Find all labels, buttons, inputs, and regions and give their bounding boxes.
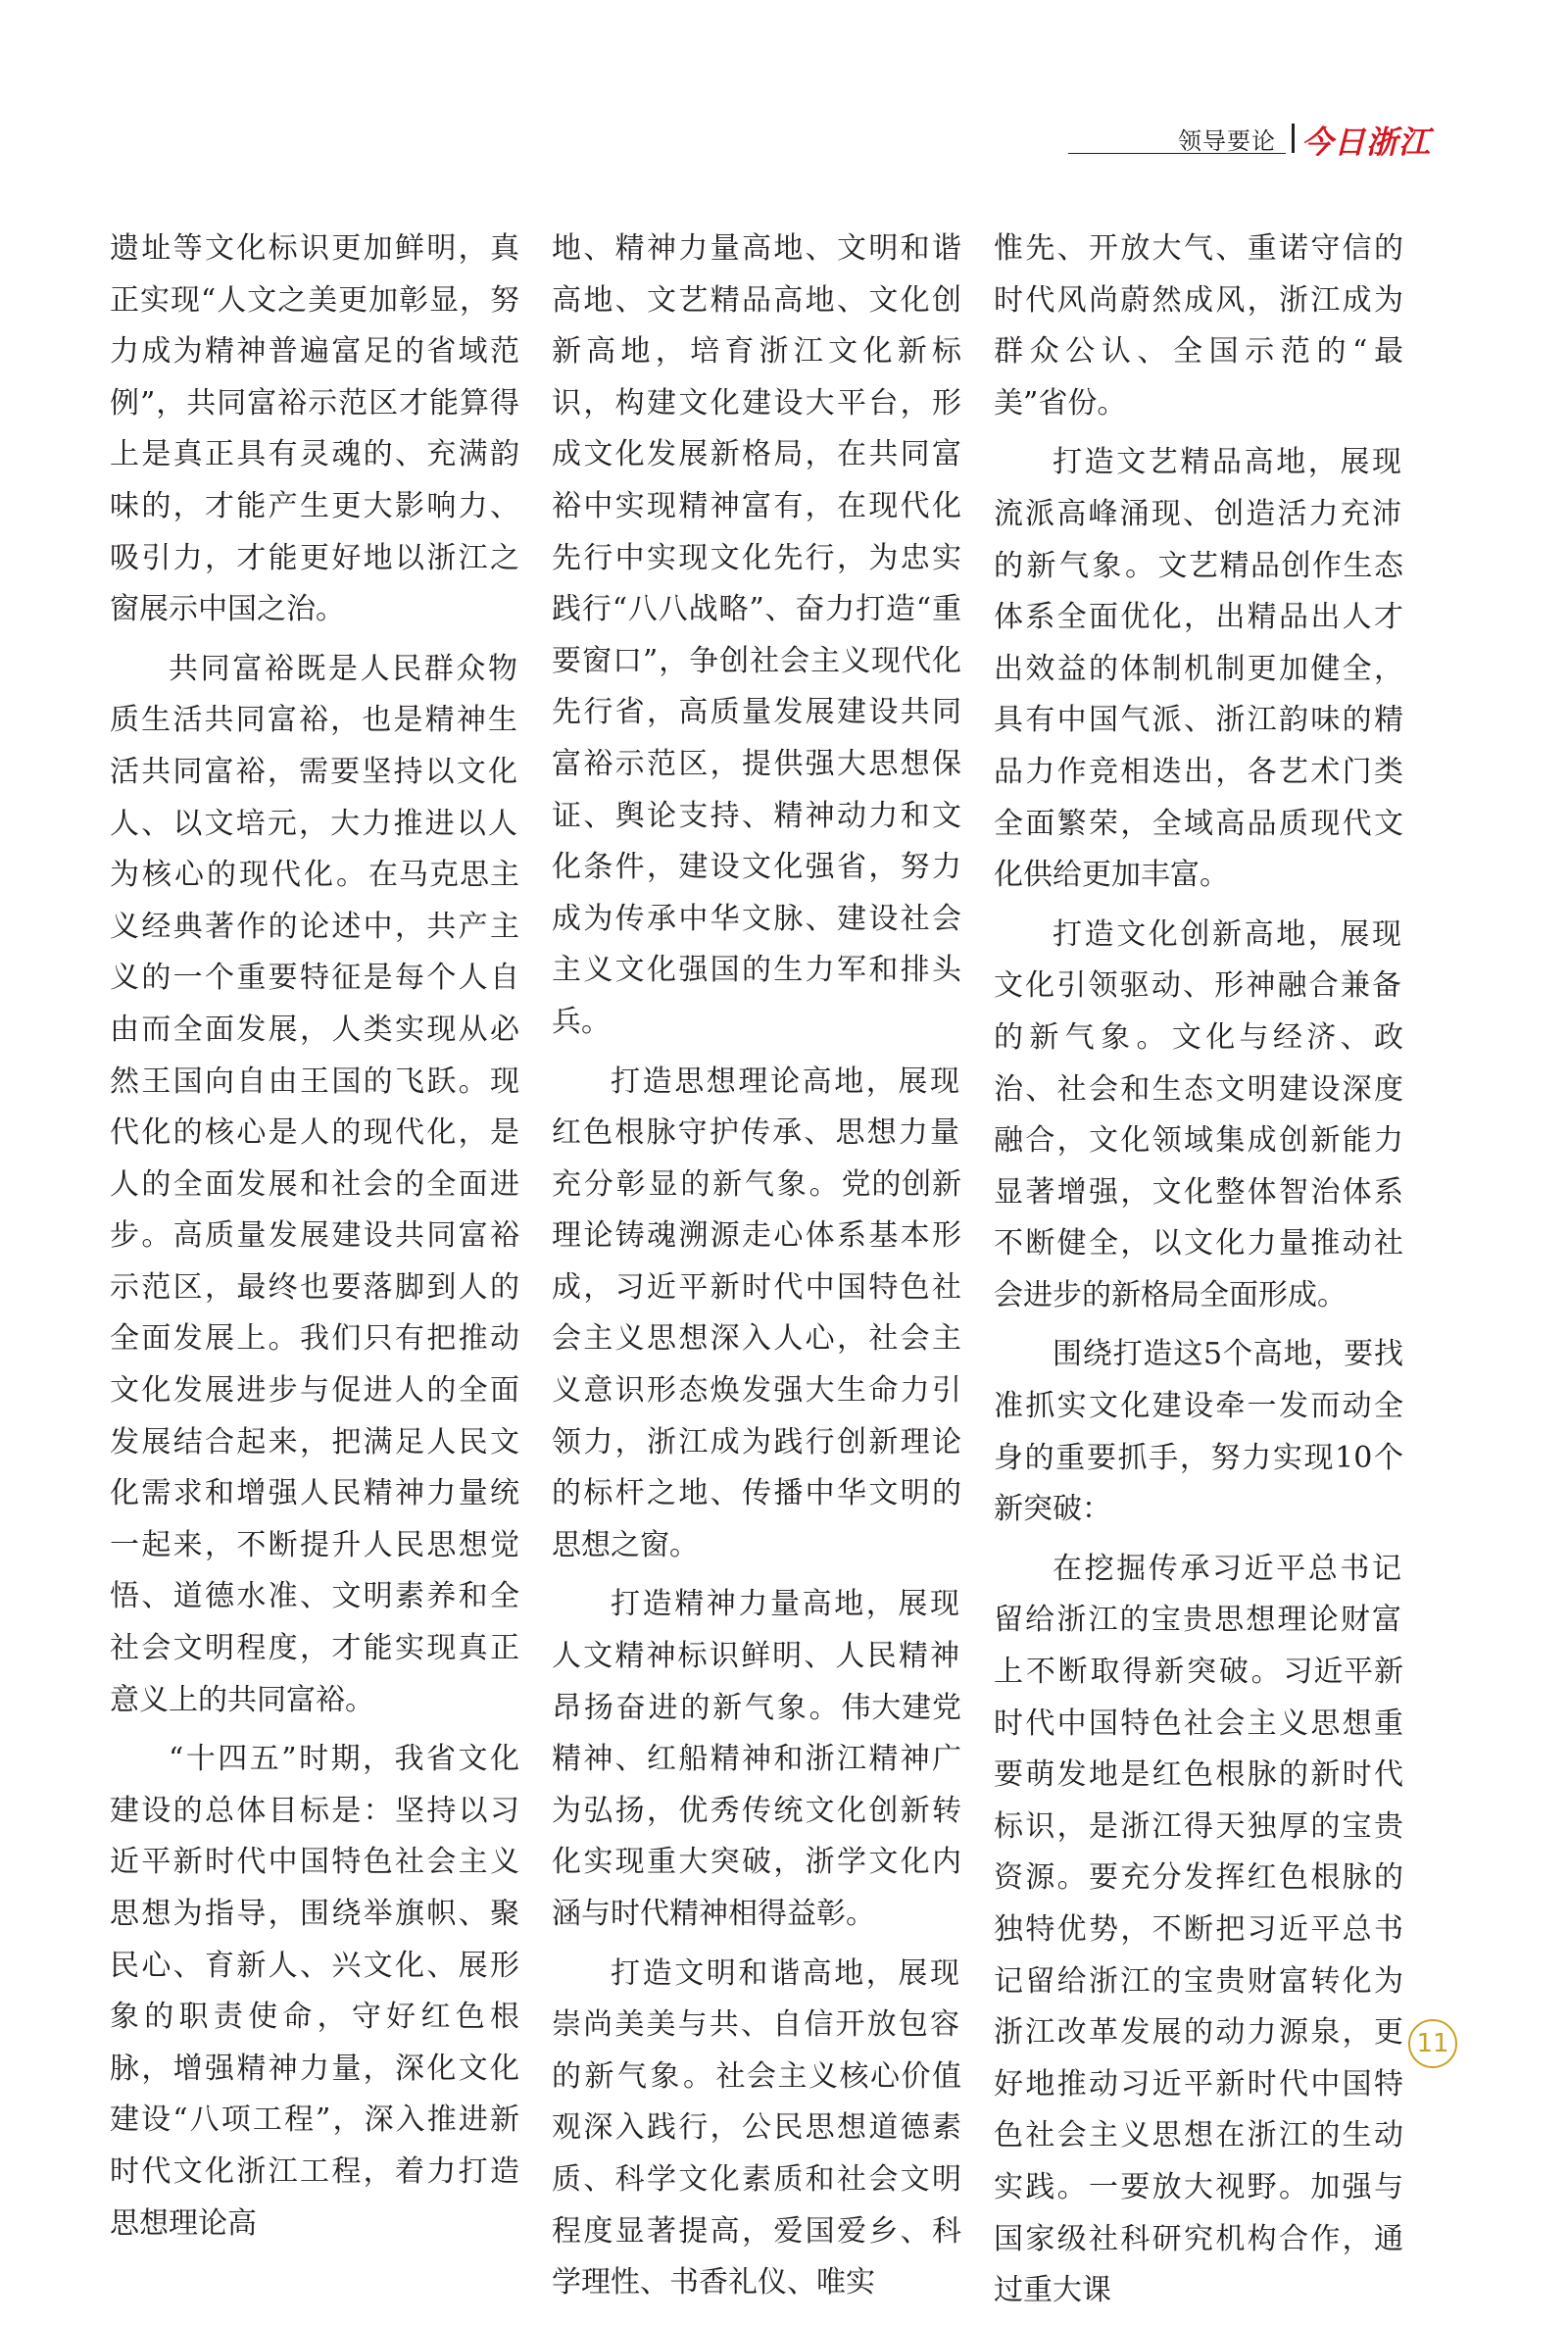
paragraph-body: 在马克思主义经典著作的论述中，共产主义的一个重要特征是每个人自由而全面发展，人类实现从必然王国向自由王国的飞跃。现代化的核心是人的现代化，是人的全面发展和社会的全面进步。高质量发展建设共同富裕示范区，最终也要落脚到人的全面发展上。我们只有把推动文化发展进步与促进人的全面发展结合起来，把满足人民文化需求和增强人民精神力量统一起来，不断提升人民思想觉悟、道德水准、文明素养和全社会文明程度，才能实现真正意义上的共同富裕。 xyxy=(110,858,519,1717)
paragraph-body: 文化与经济、政治、社会和生态文明建设深度融合，文化领域集成创新能力显著增强，文化整体智治体系不断健全，以文化力量推动社会进步的新格局全面形成。 xyxy=(994,1019,1404,1312)
paragraph: 地、精神力量高地、文明和谐高地、文艺精品高地、文化创新高地，培育浙江文化新标识，构建文化建设大平台，形成文化发展新格局，在共同富裕中实现精神富有，在现代化先行中实现文化先行，为忠实践行“八八战略”、奋力打造“重要窗口”，争创社会主义现代化先行省，高质量发展建设共同富裕示范区，提供强大思想保证、舆论支持、精神动力和文化条件，建设文化强省，努力成为传承中华文脉、建设社会主义文化强国的生力军和排头兵。 xyxy=(552,231,961,1039)
paragraph xyxy=(994,1544,1403,2317)
section-label: 领导要论 xyxy=(1178,127,1276,155)
text-column-3 xyxy=(994,223,1403,2325)
paragraph xyxy=(994,437,1403,901)
paragraph-lead: 打造文化创新高地，展现文化引领驱动、形神融合兼备的新气象。 xyxy=(994,916,1403,1055)
paragraph xyxy=(110,644,519,1726)
paragraph xyxy=(552,1949,961,2309)
paragraph xyxy=(994,910,1403,1322)
page-header xyxy=(1068,118,1450,161)
paragraph-body: 社会主义核心价值观深入践行，公民思想道德素质、科学文化素质和社会文明程度显著提高，爱国爱乡、科学理性、书香礼仪、唯实 xyxy=(552,2058,961,2300)
paragraph: 惟先、开放大气、重诺守信的时代风尚蔚然成风，浙江成为群众公认、全国示范的“最美”省份。 xyxy=(994,231,1403,420)
text-column-2 xyxy=(552,223,961,2317)
paragraph: “十四五”时期，我省文化建设的总体目标是：坚持以习近平新时代中国特色社会主义思想为指导，围绕举旗帜、聚民心、育新人、兴文化、展形象的职责使命，守好红色根脉，增强精神力量，深化文化建设“八项工程”，深入推进新时代文化浙江工程，着力打造思想理论高 xyxy=(110,1742,519,2241)
paragraph-lead: 在挖掘传承习近平总书记留给浙江的宝贵思想理论财富上不断取得新突破。 xyxy=(994,1551,1403,1690)
page-number: 11 xyxy=(1408,2019,1457,2068)
paragraph-lead: 打造精神力量高地，展现人文精神标识鲜明、人民精神昂扬奋进的新气象。 xyxy=(552,1587,961,1725)
paragraph xyxy=(552,1579,961,1940)
magazine-logo: 今日浙江 xyxy=(1301,124,1432,161)
paragraph xyxy=(552,1057,961,1572)
paragraph-body: 党的创新理论铸魂溯源走心体系基本形成，习近平新时代中国特色社会主义思想深入人心，社会主义意识形态焕发强大生命力引领力，浙江成为践行创新理论的标杆之地、传播中华文明的思想之窗。 xyxy=(552,1166,961,1562)
header-divider xyxy=(1292,124,1295,153)
paragraph-body: 伟大建党精神、红船精神和浙江精神广为弘扬，优秀传统文化创新转化实现重大突破，浙学文化内涵与时代精神相得益彰。 xyxy=(552,1690,961,1931)
paragraph-lead: 打造文明和谐高地，展现崇尚美美与共、自信开放包容的新气象。 xyxy=(552,1955,961,2094)
paragraph-lead: 打造思想理论高地，展现红色根脉守护传承、思想力量充分彰显的新气象。 xyxy=(552,1064,961,1202)
text-column-1 xyxy=(110,223,519,2257)
paragraph: 围绕打造这5个高地，要找准抓实文化建设牵一发而动全身的重要抓手，努力实现10个新突破： xyxy=(994,1337,1403,1527)
paragraph-body: 习近平新时代中国特色社会主义思想重要萌发地是红色根脉的新时代标识，是浙江得天独厚的宝贵资源。要充分发挥红色根脉的独特优势，不断把习近平总书记留给浙江的宝贵财富转化为浙江改革发展的动力源泉，更好地推动习近平新时代中国特色社会主义思想在浙江的生动实践。一要放大视野。加强与国家级社科研究机构合作，通过重大课 xyxy=(994,1655,1403,2308)
paragraph-lead: 共同富裕既是人民群众物质生活共同富裕，也是精神生活共同富裕，需要坚持以文化人、以文培元，大力推进以人为核心的现代化。 xyxy=(110,651,519,893)
paragraph: 遗址等文化标识更加鲜明，真正实现“人文之美更加彰显，努力成为精神普遍富足的省域范例”，共同富裕示范区才能算得上是真正具有灵魂的、充满韵味的，才能产生更大影响力、吸引力，才能更好地以浙江之窗展示中国之治。 xyxy=(110,231,519,627)
paragraph-body: 文艺精品创作生态体系全面优化，出精品出人才出效益的体制机制更加健全，具有中国气派、浙江韵味的精品力作竞相迭出，各艺术门类全面繁荣，全域高品质现代文化供给更加丰富。 xyxy=(994,548,1403,893)
paragraph-lead: 打造文艺精品高地，展现流派高峰涌现、创造活力充沛的新气象。 xyxy=(994,445,1403,583)
